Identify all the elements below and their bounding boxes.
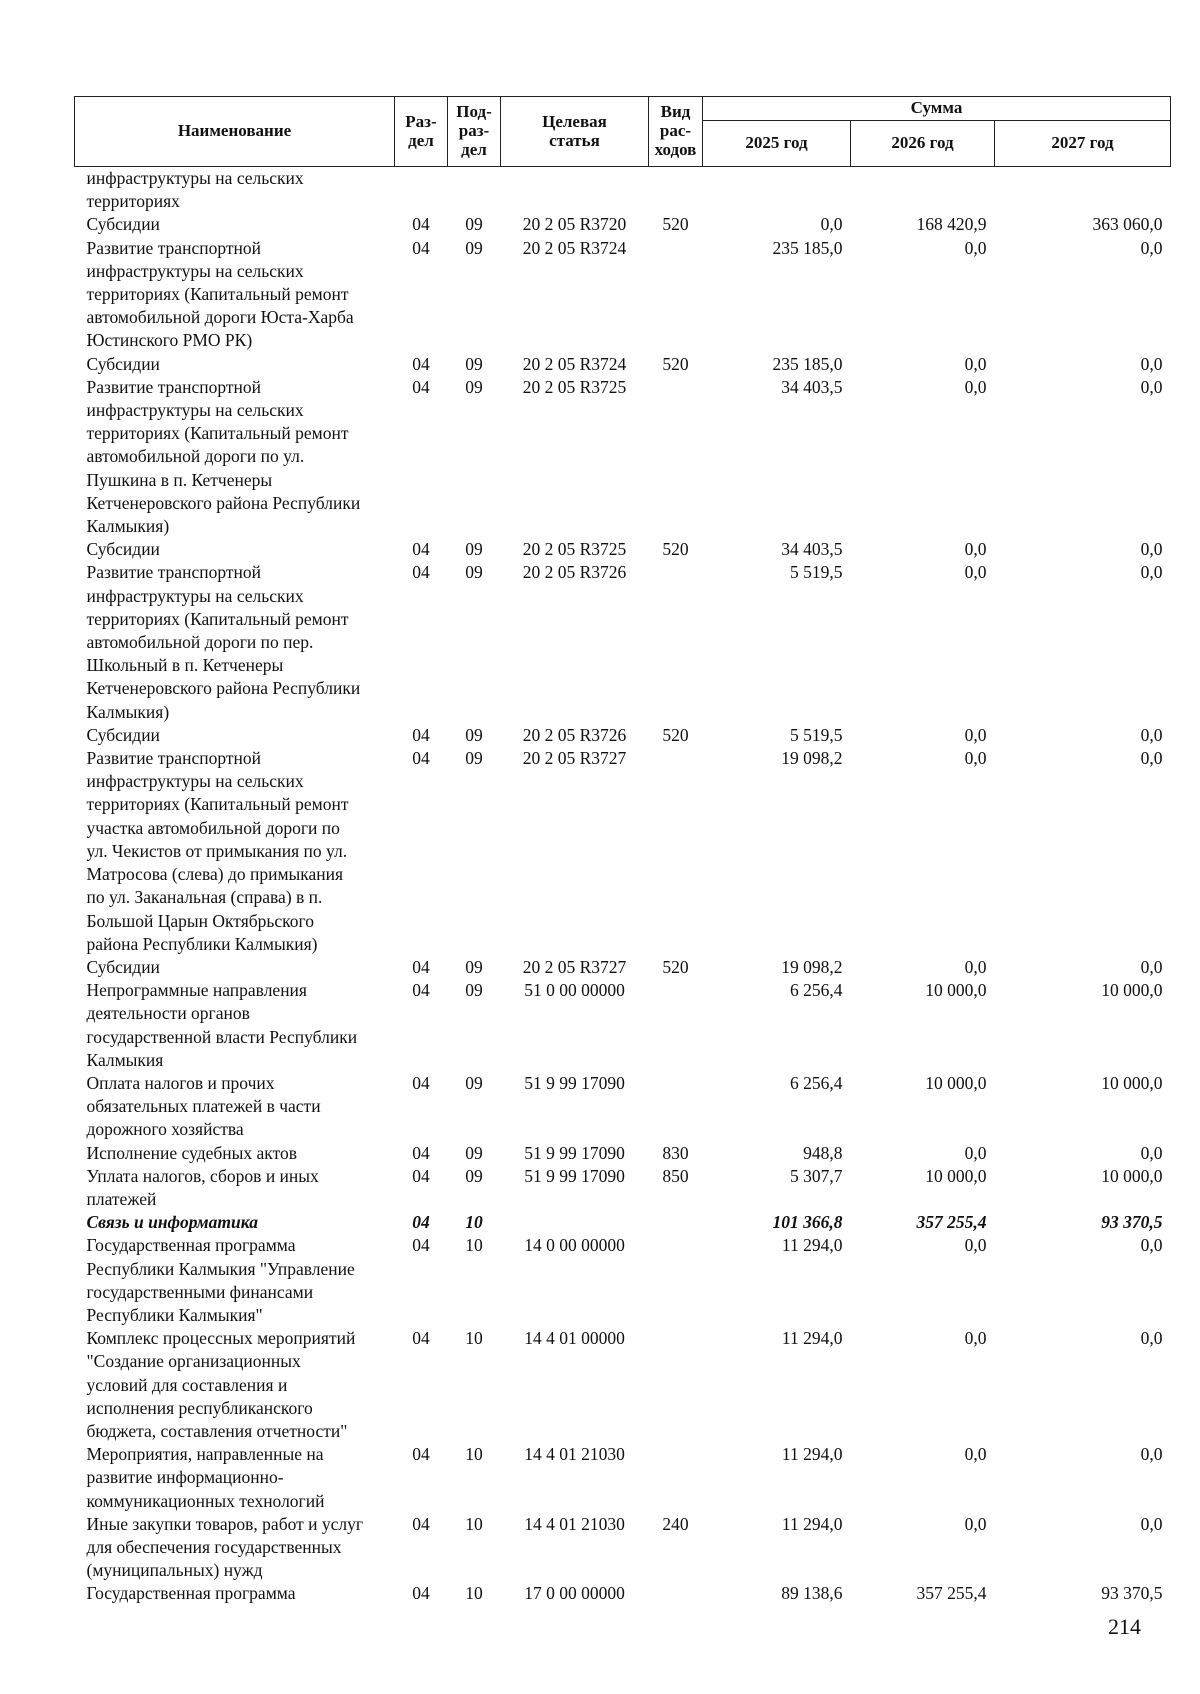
cell-name: Развитие транспортной инфраструктуры на сельских территориях (Капитальный ремонт автомобильной дороги Юста-Харба Юстинского РМО РК) <box>86 237 354 351</box>
cell-sum-2026: 0,0 <box>964 724 987 745</box>
cell-vid-rashodov <box>649 979 703 1072</box>
cell-sum-2025: 34 403,5 <box>781 539 843 560</box>
cell-sum-2025: 948,8 <box>803 1142 843 1163</box>
cell-sum-2026: 10 000,0 <box>925 980 987 1001</box>
cell-razdel: 04 <box>412 980 430 1001</box>
table-row <box>75 1211 1171 1234</box>
cell-sum-2026: 0,0 <box>964 748 987 769</box>
cell-celevaya-statya: 17 0 00 00000 <box>524 1583 625 1604</box>
cell-vid-rashodov <box>649 237 703 353</box>
cell-sum-2026: 10 000,0 <box>925 1165 987 1186</box>
cell-sum-2026: 0,0 <box>964 1235 987 1256</box>
cell-podrazdel: 09 <box>465 956 483 977</box>
cell-name: Субсидии <box>86 724 160 745</box>
cell-celevaya-statya: 14 4 01 21030 <box>524 1513 625 1534</box>
cell-sum-2025: 6 256,4 <box>790 980 843 1001</box>
cell-sum-2025: 89 138,6 <box>781 1583 843 1604</box>
cell-name: Непрограммные направления деятельности органов государственной власти Республики Калмыкия <box>86 980 358 1070</box>
table-row <box>75 1327 1171 1443</box>
cell-vid-rashodov: 520 <box>662 956 689 977</box>
cell-vid-rashodov: 240 <box>662 1513 689 1534</box>
table-body <box>75 167 1171 1606</box>
cell-sum-2025: 19 098,2 <box>781 956 843 977</box>
cell-sum-2027: 93 370,5 <box>1101 1212 1163 1233</box>
cell-sum-2027: 0,0 <box>1140 956 1163 977</box>
cell-razdel: 04 <box>412 353 430 374</box>
cell-sum-2026: 168 420,9 <box>916 214 987 235</box>
cell-sum-2027: 0,0 <box>1140 353 1163 374</box>
cell-celevaya-statya: 51 9 99 17090 <box>524 1072 625 1093</box>
cell-sum-2026: 357 255,4 <box>916 1583 987 1604</box>
cell-sum-2026: 10 000,0 <box>925 1072 987 1093</box>
cell-podrazdel: 09 <box>465 748 483 769</box>
cell-razdel: 04 <box>412 1165 430 1186</box>
cell-razdel: 04 <box>412 1444 430 1465</box>
budget-table-page <box>74 96 1170 1606</box>
cell-podrazdel: 10 <box>465 1328 483 1349</box>
cell-razdel: 04 <box>412 562 430 583</box>
cell-sum-2025: 6 256,4 <box>790 1072 843 1093</box>
cell-sum-2027 <box>995 167 1171 214</box>
cell-name: Субсидии <box>86 214 160 235</box>
cell-name: Уплата налогов, сборов и иных платежей <box>86 1165 319 1209</box>
header-razdel-text: Раз- дел <box>405 111 437 150</box>
cell-name: Иные закупки товаров, работ и услуг для обеспечения государственных (муниципальных) нужд <box>86 1513 364 1581</box>
cell-vid-rashodov <box>649 747 703 956</box>
cell-razdel: 04 <box>412 1583 430 1604</box>
cell-celevaya-statya: 14 4 01 00000 <box>524 1328 625 1349</box>
cell-sum-2026: 0,0 <box>964 539 987 560</box>
cell-sum-2026: 0,0 <box>964 237 987 258</box>
table-row <box>75 1165 1171 1211</box>
cell-sum-2027: 0,0 <box>1140 724 1163 745</box>
table-row <box>75 1142 1171 1165</box>
cell-sum-2025: 0,0 <box>820 214 843 235</box>
budget-table <box>74 96 1171 1606</box>
cell-razdel: 04 <box>412 214 430 235</box>
cell-celevaya-statya: 20 2 05 R3724 <box>522 353 627 374</box>
cell-name: Субсидии <box>86 539 160 560</box>
cell-razdel: 04 <box>412 1513 430 1534</box>
table-row <box>75 538 1171 561</box>
cell-celevaya-statya: 14 0 00 00000 <box>524 1235 625 1256</box>
cell-sum-2025: 19 098,2 <box>781 748 843 769</box>
cell-celevaya-statya: 51 9 99 17090 <box>524 1142 625 1163</box>
header-vid-text: Вид рас- ходов <box>654 102 697 159</box>
cell-name: Исполнение судебных актов <box>86 1142 298 1163</box>
cell-vid-rashodov: 830 <box>662 1142 689 1163</box>
cell-podrazdel: 10 <box>465 1212 483 1233</box>
cell-vid-rashodov: 520 <box>662 539 689 560</box>
cell-name: Связь и информатика <box>86 1212 258 1233</box>
cell-podrazdel: 09 <box>465 539 483 560</box>
table-row <box>75 376 1171 538</box>
cell-sum-2027: 0,0 <box>1140 748 1163 769</box>
cell-sum-2026: 0,0 <box>964 562 987 583</box>
cell-sum-2027: 0,0 <box>1140 1444 1163 1465</box>
cell-podrazdel: 09 <box>465 1165 483 1186</box>
header-summa: Сумма <box>703 97 1171 121</box>
cell-vid-rashodov: 520 <box>662 724 689 745</box>
table-row <box>75 237 1171 353</box>
table-row <box>75 724 1171 747</box>
cell-sum-2027: 10 000,0 <box>1101 1165 1163 1186</box>
cell-celevaya-statya: 20 2 05 R3726 <box>522 724 627 745</box>
cell-razdel: 04 <box>412 1235 430 1256</box>
cell-celevaya-statya: 20 2 05 R3724 <box>522 237 627 258</box>
cell-name: Мероприятия, направленные на развитие информационно- коммуникационных технологий <box>86 1444 325 1511</box>
cell-sum-2025: 11 294,0 <box>781 1513 843 1534</box>
cell-podrazdel: 09 <box>465 724 483 745</box>
cell-sum-2026: 0,0 <box>964 1328 987 1349</box>
cell-podrazdel: 09 <box>465 237 483 258</box>
cell-razdel: 04 <box>412 748 430 769</box>
cell-podrazdel: 09 <box>465 1142 483 1163</box>
cell-podrazdel: 09 <box>465 562 483 583</box>
cell-celevaya-statya: 51 9 99 17090 <box>524 1165 625 1186</box>
cell-sum-2025: 5 519,5 <box>790 562 843 583</box>
cell-vid-rashodov: 520 <box>662 353 689 374</box>
cell-celevaya-statya: 20 2 05 R3725 <box>522 376 627 397</box>
header-razdel <box>395 97 448 167</box>
cell-sum-2027: 10 000,0 <box>1101 980 1163 1001</box>
cell-sum-2026: 0,0 <box>964 1444 987 1465</box>
page-number: 214 <box>1108 1614 1141 1639</box>
table-row <box>75 1234 1171 1327</box>
cell-vid-rashodov <box>649 561 703 723</box>
cell-vid-rashodov <box>649 1443 703 1513</box>
cell-sum-2025 <box>703 167 851 214</box>
cell-name: Субсидии <box>86 353 160 374</box>
cell-razdel: 04 <box>412 1212 430 1233</box>
cell-sum-2026: 0,0 <box>964 956 987 977</box>
cell-celevaya-statya: 20 2 05 R3725 <box>522 539 627 560</box>
cell-razdel: 04 <box>412 376 430 397</box>
cell-podrazdel: 10 <box>465 1235 483 1256</box>
cell-sum-2026 <box>851 167 995 214</box>
cell-podrazdel: 09 <box>465 1072 483 1093</box>
cell-sum-2027: 0,0 <box>1140 376 1163 397</box>
cell-sum-2027: 10 000,0 <box>1101 1072 1163 1093</box>
table-row <box>75 747 1171 956</box>
cell-podrazdel: 09 <box>465 376 483 397</box>
cell-sum-2025: 101 366,8 <box>772 1212 843 1233</box>
header-podrazdel-text: Под- раз- дел <box>456 102 492 159</box>
cell-razdel: 04 <box>412 956 430 977</box>
header-year-2025: 2025 год <box>703 121 851 167</box>
cell-vid-rashodov <box>649 1582 703 1605</box>
cell-vid-rashodov <box>649 167 703 214</box>
cell-podrazdel: 10 <box>465 1513 483 1534</box>
table-row <box>75 561 1171 723</box>
table-row <box>75 1072 1171 1142</box>
cell-vid-rashodov <box>649 376 703 538</box>
table-row <box>75 979 1171 1072</box>
cell-razdel: 04 <box>412 724 430 745</box>
cell-name: инфраструктуры на сельских территориях <box>86 168 304 212</box>
cell-podrazdel: 09 <box>465 980 483 1001</box>
cell-sum-2027: 0,0 <box>1140 1513 1163 1534</box>
cell-sum-2027: 363 060,0 <box>1092 214 1163 235</box>
cell-name: Развитие транспортной инфраструктуры на сельских территориях (Капитальный ремонт участка автомобильной дороги по ул. Чекистов от примыкания по ул. Матросова (слева) до примыкания по ул. Заканальная (справа) в п. Большой Царын Октябрьского района Республики Калмыкия) <box>86 748 349 954</box>
cell-celevaya-statya: 20 2 05 R3727 <box>522 748 627 769</box>
cell-razdel: 04 <box>412 1328 430 1349</box>
cell-sum-2027: 0,0 <box>1140 539 1163 560</box>
cell-celevaya-statya: 20 2 05 R3726 <box>522 562 627 583</box>
cell-podrazdel <box>448 167 501 214</box>
cell-sum-2027: 93 370,5 <box>1101 1583 1163 1604</box>
cell-celevaya-statya <box>501 167 649 214</box>
cell-sum-2026: 0,0 <box>964 1513 987 1534</box>
cell-sum-2025: 235 185,0 <box>772 237 843 258</box>
cell-name: Комплекс процессных мероприятий "Создание организационных условий для составления и исполнения республиканского бюджета, составления отчетности" <box>86 1328 356 1441</box>
cell-celevaya-statya: 51 0 00 00000 <box>524 980 625 1001</box>
cell-sum-2025: 11 294,0 <box>781 1235 843 1256</box>
cell-sum-2027: 0,0 <box>1140 562 1163 583</box>
cell-sum-2026: 0,0 <box>964 353 987 374</box>
cell-sum-2025: 11 294,0 <box>781 1328 843 1349</box>
cell-vid-rashodov: 850 <box>662 1165 689 1186</box>
cell-podrazdel: 09 <box>465 214 483 235</box>
table-row <box>75 167 1171 214</box>
header-name: Наименование <box>75 97 395 167</box>
cell-sum-2027: 0,0 <box>1140 1142 1163 1163</box>
header-year-2027: 2027 год <box>995 121 1171 167</box>
cell-sum-2025: 5 519,5 <box>790 724 843 745</box>
cell-sum-2026: 357 255,4 <box>916 1212 987 1233</box>
cell-razdel: 04 <box>412 539 430 560</box>
cell-sum-2025: 34 403,5 <box>781 376 843 397</box>
cell-podrazdel: 10 <box>465 1583 483 1604</box>
cell-sum-2025: 5 307,7 <box>790 1165 843 1186</box>
cell-name: Государственная программа <box>86 1583 296 1604</box>
cell-razdel: 04 <box>412 1072 430 1093</box>
table-row <box>75 1443 1171 1513</box>
header-celevaya-text: Целевая статья <box>542 111 607 150</box>
header-year-2026: 2026 год <box>851 121 995 167</box>
cell-sum-2026: 0,0 <box>964 376 987 397</box>
cell-razdel <box>395 167 448 214</box>
table-row <box>75 353 1171 376</box>
cell-name: Государственная программа Республики Калмыкия "Управление государственными финансами Республики Калмыкия" <box>86 1235 355 1325</box>
cell-vid-rashodov <box>649 1234 703 1327</box>
cell-sum-2025: 11 294,0 <box>781 1444 843 1465</box>
table-row <box>75 1582 1171 1605</box>
cell-razdel: 04 <box>412 1142 430 1163</box>
cell-name: Оплата налогов и прочих обязательных платежей в части дорожного хозяйства <box>86 1072 321 1140</box>
cell-vid-rashodov <box>649 1211 703 1234</box>
cell-celevaya-statya <box>501 1211 649 1234</box>
cell-sum-2027: 0,0 <box>1140 237 1163 258</box>
cell-celevaya-statya: 20 2 05 R3727 <box>522 956 627 977</box>
cell-celevaya-statya: 14 4 01 21030 <box>524 1444 625 1465</box>
table-row <box>75 1513 1171 1583</box>
cell-vid-rashodov <box>649 1327 703 1443</box>
cell-sum-2025: 235 185,0 <box>772 353 843 374</box>
header-vid-rashodov <box>649 97 703 167</box>
cell-name: Развитие транспортной инфраструктуры на сельских территориях (Капитальный ремонт автомобильной дороги по ул. Пушкина в п. Кетченеры Кетченеровского района Республики Калмыкия) <box>86 376 361 537</box>
table-row <box>75 956 1171 979</box>
header-celevaya-statya <box>501 97 649 167</box>
cell-sum-2027: 0,0 <box>1140 1328 1163 1349</box>
cell-sum-2027: 0,0 <box>1140 1235 1163 1256</box>
cell-name: Субсидии <box>86 956 160 977</box>
cell-vid-rashodov: 520 <box>662 214 689 235</box>
table-header <box>75 97 1171 167</box>
cell-celevaya-statya: 20 2 05 R3720 <box>522 214 627 235</box>
cell-sum-2026: 0,0 <box>964 1142 987 1163</box>
table-row <box>75 213 1171 236</box>
cell-podrazdel: 10 <box>465 1444 483 1465</box>
cell-podrazdel: 09 <box>465 353 483 374</box>
cell-razdel: 04 <box>412 237 430 258</box>
header-podrazdel <box>448 97 501 167</box>
cell-vid-rashodov <box>649 1072 703 1142</box>
cell-name: Развитие транспортной инфраструктуры на сельских территориях (Капитальный ремонт автомобильной дороги по пер. Школьный в п. Кетченеры Кетченеровского района Республики Калмыкия) <box>86 562 361 722</box>
